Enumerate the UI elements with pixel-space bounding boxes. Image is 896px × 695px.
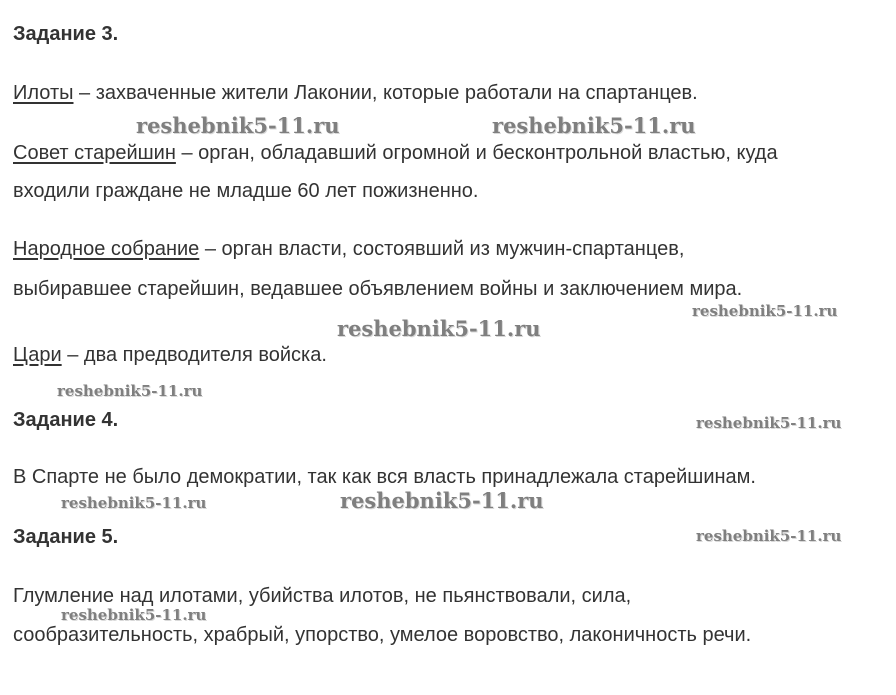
- watermark: reshebnik5-11.ru: [136, 113, 340, 138]
- helots-definition: [13, 81, 698, 105]
- task4-text: В Спарте не было демократии, так как вся власть принадлежала старейшинам.: [13, 466, 756, 488]
- kings-definition: [13, 343, 327, 367]
- watermark: reshebnik5-11.ru: [696, 414, 842, 432]
- assembly-definition-line2: выбиравшее старейшин, ведавшее объявлением войны и заключением мира.: [13, 278, 743, 300]
- watermark: reshebnik5-11.ru: [337, 316, 541, 341]
- helots-def-text: – захваченные жители Лаконии, которые работали на спартанцев.: [73, 82, 698, 104]
- task5-heading: Задание 5.: [13, 526, 119, 548]
- council-definition-line1: [13, 141, 778, 165]
- assembly-term: Народное собрание: [13, 238, 200, 260]
- watermark: reshebnik5-11.ru: [340, 488, 544, 513]
- helots-term: Илоты: [13, 82, 74, 104]
- kings-def-text: – два предводителя войска.: [61, 344, 327, 366]
- task4-heading: Задание 4.: [13, 409, 119, 431]
- council-term: Совет старейшин: [13, 142, 176, 164]
- council-def-text-1: – орган, обладавший огромной и бесконтрольной властью, куда: [175, 142, 778, 164]
- council-definition-line2: входили граждане не младше 60 лет пожизненно.: [13, 180, 479, 202]
- watermark: reshebnik5-11.ru: [692, 302, 838, 320]
- watermark: reshebnik5-11.ru: [492, 113, 696, 138]
- watermark: reshebnik5-11.ru: [696, 527, 842, 545]
- assembly-definition-line1: [13, 237, 684, 261]
- watermark: reshebnik5-11.ru: [57, 382, 203, 400]
- watermark: reshebnik5-11.ru: [61, 606, 207, 624]
- assembly-def-text-1: – орган власти, состоявший из мужчин-спартанцев,: [199, 238, 685, 260]
- task3-heading: Задание 3.: [13, 23, 119, 45]
- task5-text-line1: Глумление над илотами, убийства илотов, не пьянствовали, сила,: [13, 585, 632, 607]
- kings-term: Цари: [13, 344, 62, 366]
- task5-text-line2: сообразительность, храбрый, упорство, умелое воровство, лаконичность речи.: [13, 624, 752, 646]
- watermark: reshebnik5-11.ru: [61, 494, 207, 512]
